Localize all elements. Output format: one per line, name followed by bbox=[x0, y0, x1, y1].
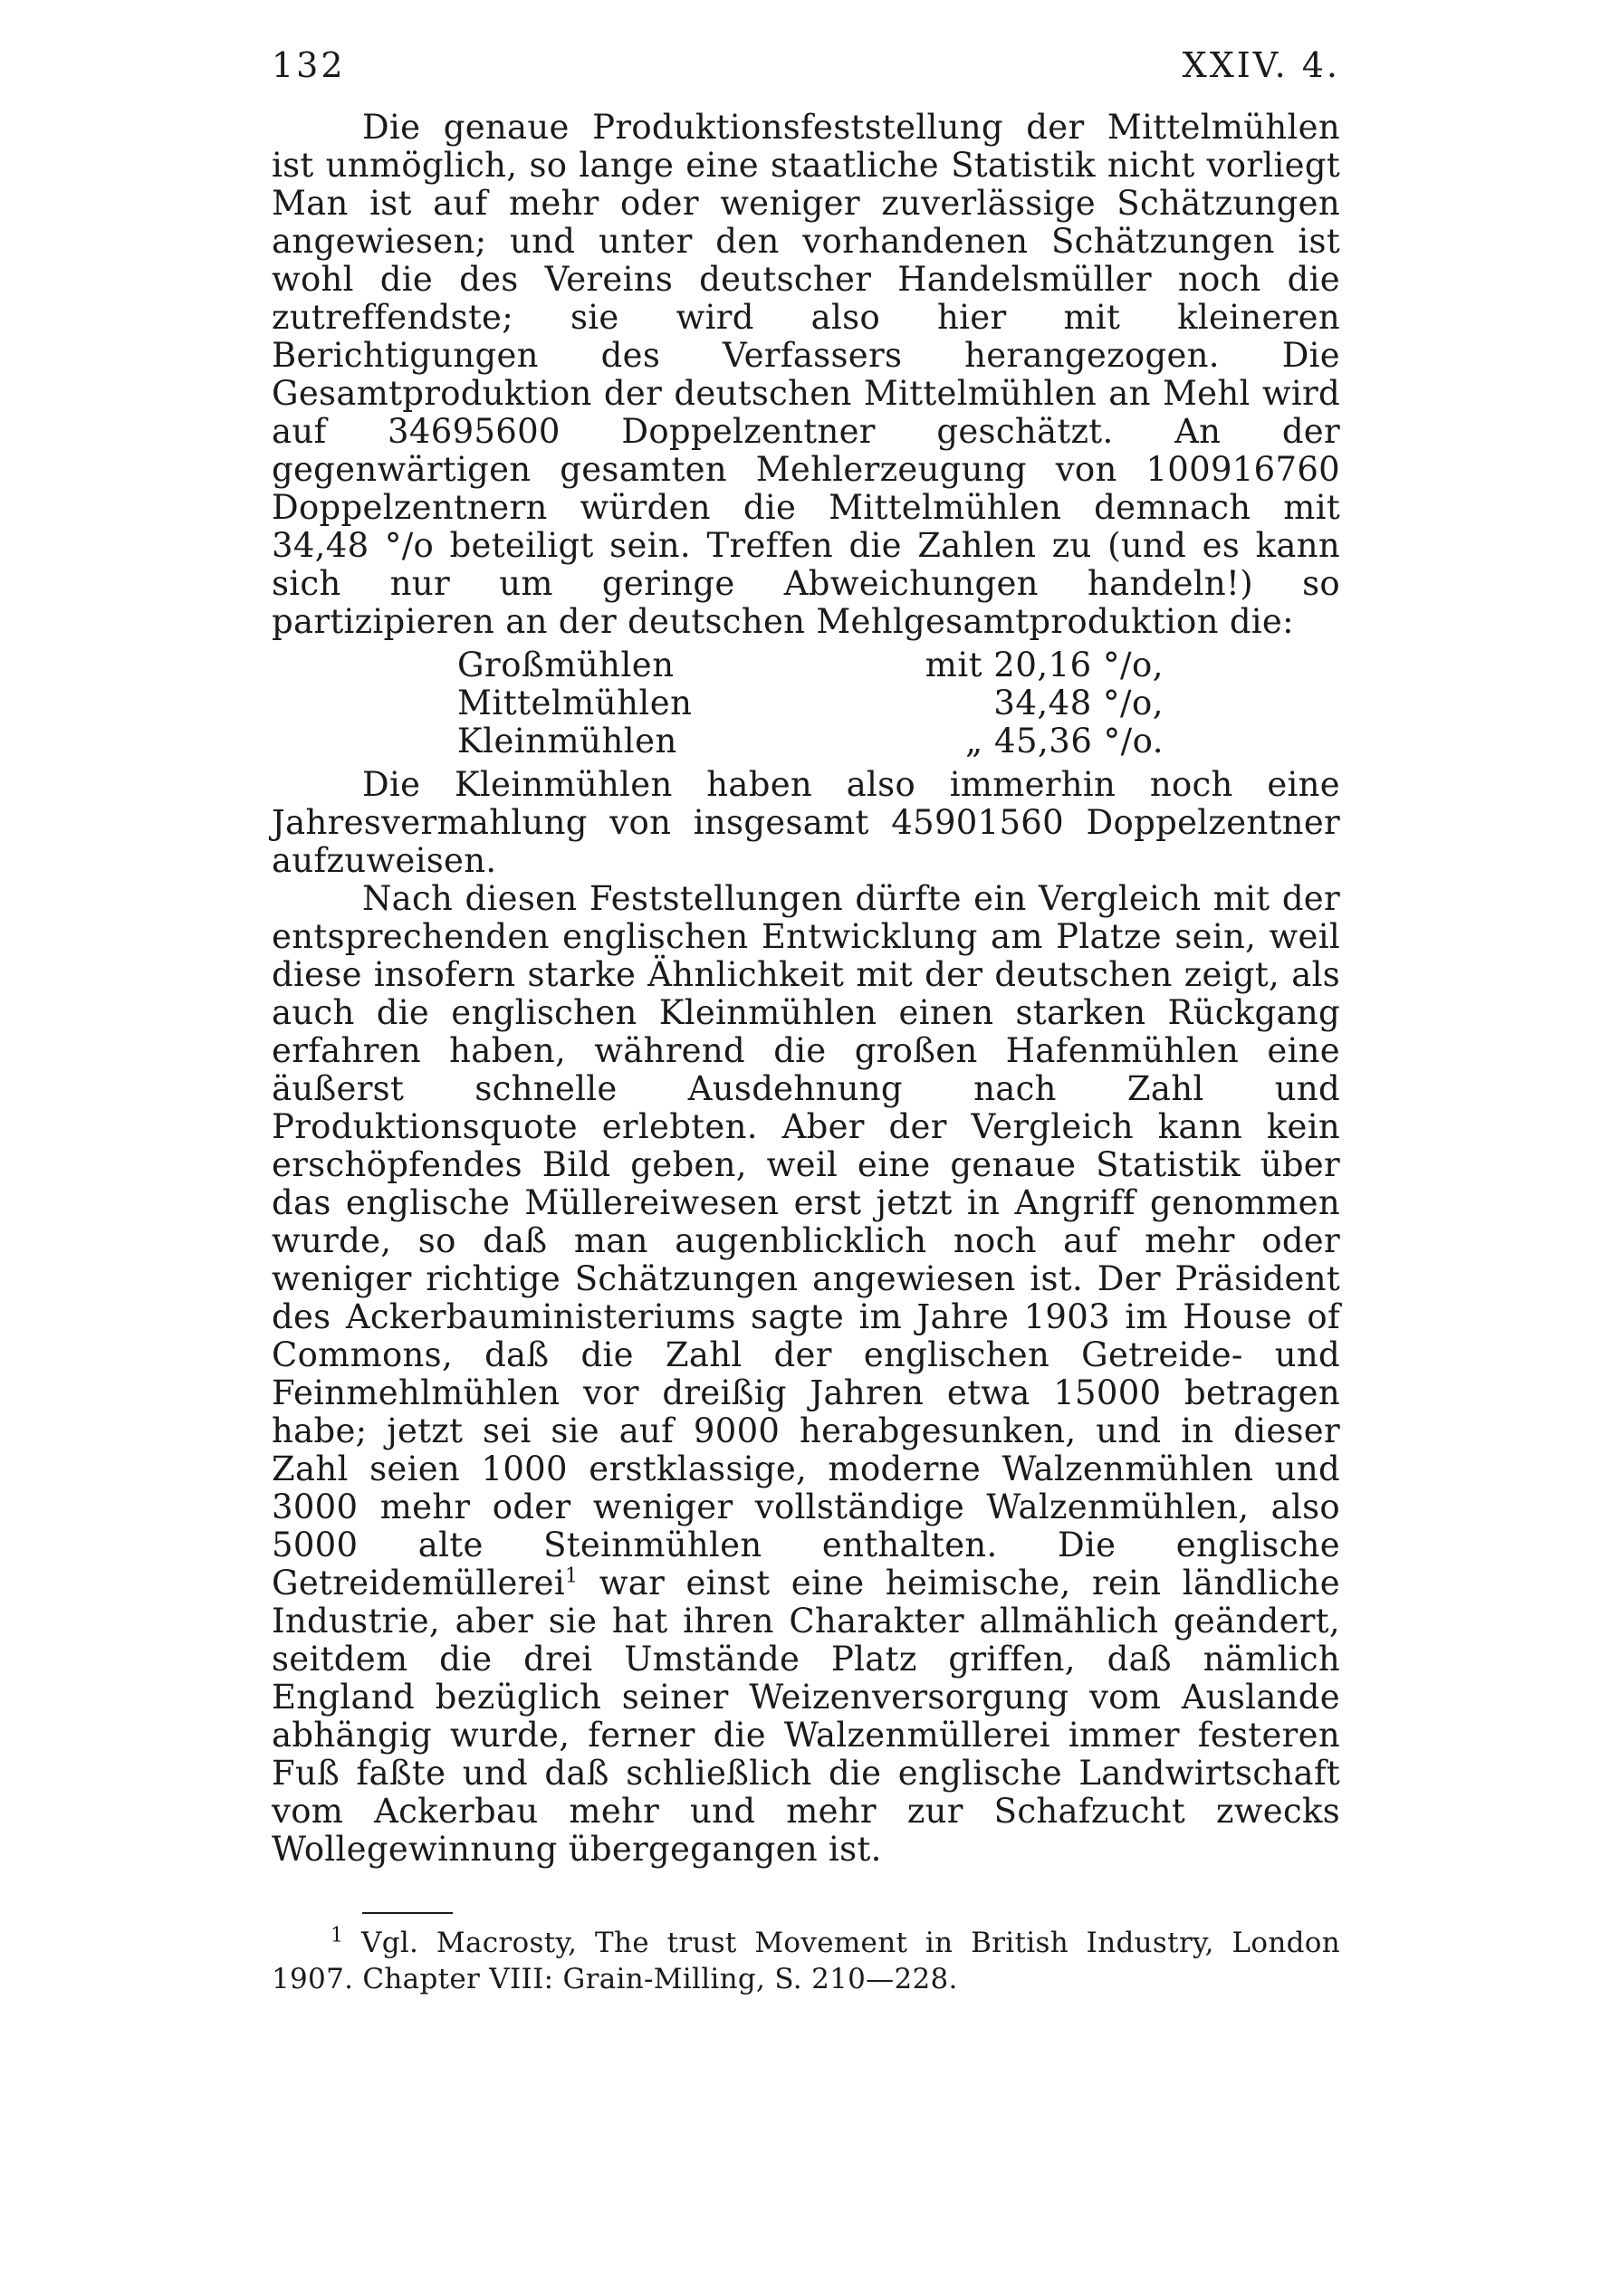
share-label: Mittelmühlen bbox=[457, 684, 693, 722]
production-share-table bbox=[457, 646, 1164, 761]
paragraph-3-part-2: war einst eine heimische, rein ländliche Industrie, aber sie hat ihren Charakter allmählich geändert, seitdem die drei Umstände Platz griffen, daß nämlich England bezüglich seiner Weizenversorgung vom Auslande abhängig wurde, ferner die Walzenmüllerei immer festeren Fuß faßte und daß schließlich die englische Landwirtschaft vom Ackerbau mehr und mehr zur Schafzucht zwecks Wollegewinnung übergegangen ist. bbox=[272, 1564, 1340, 1869]
share-value: mit 20,16 °/o, bbox=[925, 646, 1164, 684]
share-row bbox=[457, 646, 1164, 684]
share-row bbox=[457, 684, 1164, 722]
share-value: „ 45,36 °/o. bbox=[965, 722, 1164, 761]
share-value: 34,48 °/o, bbox=[993, 684, 1164, 722]
paragraph-2: Die Kleinmühlen haben also immerhin noch eine Jahresvermahlung von insgesamt 45901560 Doppelzentner aufzuweisen. bbox=[272, 765, 1340, 880]
footnote-text: Vgl. Macrosty, The trust Movement in British Industry, London 1907. Chapter VIII: Grain-Milling, S. 210—228. bbox=[272, 1927, 1340, 1995]
footnote-reference[interactable]: 1 bbox=[565, 1564, 579, 1588]
page-number: 132 bbox=[272, 45, 346, 85]
section-number: XXIV. 4. bbox=[1182, 45, 1340, 85]
body-text bbox=[272, 109, 1340, 1869]
page bbox=[272, 45, 1340, 2236]
running-header bbox=[272, 45, 1340, 109]
footnote-divider bbox=[362, 1912, 453, 1914]
paragraph-3-part-1: Nach diesen Feststellungen dürfte ein Vergleich mit der entsprechenden englischen Entwicklung am Platze sein, weil diese insofern starke Ähnlichkeit mit der deutschen zeigt, als auch die englischen Kleinmühlen einen starken Rückgang erfahren haben, während die großen Hafenmühlen eine äußerst schnelle Ausdehnung nach Zahl und Produktionsquote erlebten. Aber der Vergleich kann kein erschöpfendes Bild geben, weil eine genaue Statistik über das englische Müllereiwesen erst jetzt in Angriff genommen wurde, so daß man augenblicklich noch auf mehr oder weniger richtige Schätzungen angewiesen ist. Der Präsident des Ackerbauministeriums sagte im Jahre 1903 im House of Commons, daß die Zahl der englischen Getreide- und Feinmehlmühlen vor dreißig Jahren etwa 15000 betragen habe; jetzt sei sie auf 9000 herabgesunken, und in dieser Zahl seien 1000 erstklassige, moderne Walzenmühlen und 3000 mehr oder weniger vollständige Walzenmühlen, also 5000 alte Steinmühlen enthalten. Die englische Getreidemüllerei bbox=[272, 879, 1340, 1602]
share-label: Großmühlen bbox=[457, 646, 675, 684]
paragraph-3 bbox=[272, 880, 1340, 1869]
share-row bbox=[457, 722, 1164, 761]
footnote bbox=[272, 1925, 1340, 1997]
share-label: Kleinmühlen bbox=[457, 722, 677, 761]
paragraph-1: Die genaue Produktionsfeststellung der Mittelmühlen ist unmöglich, so lange eine staatliche Statistik nicht vorliegt Man ist auf mehr oder weniger zuverlässige Schätzungen angewiesen; und unter den vorhandenen Schätzungen ist wohl die des Vereins deutscher Handelsmüller noch die zutreffendste; sie wird also hier mit kleineren Berichtigungen des Verfassers herangezogen. Die Gesamtproduktion der deutschen Mittelmühlen an Mehl wird auf 34695600 Doppelzentner geschätzt. An der gegenwärtigen gesamten Mehlerzeugung von 100916760 Doppelzentnern würden die Mittelmühlen demnach mit 34,48 °/o beteiligt sein. Treffen die Zahlen zu (und es kann sich nur um geringe Abweichungen handeln!) so partizipieren an der deutschen Mehlgesamtproduktion die: bbox=[272, 108, 1340, 641]
footnote-marker: 1 bbox=[331, 1924, 344, 1947]
